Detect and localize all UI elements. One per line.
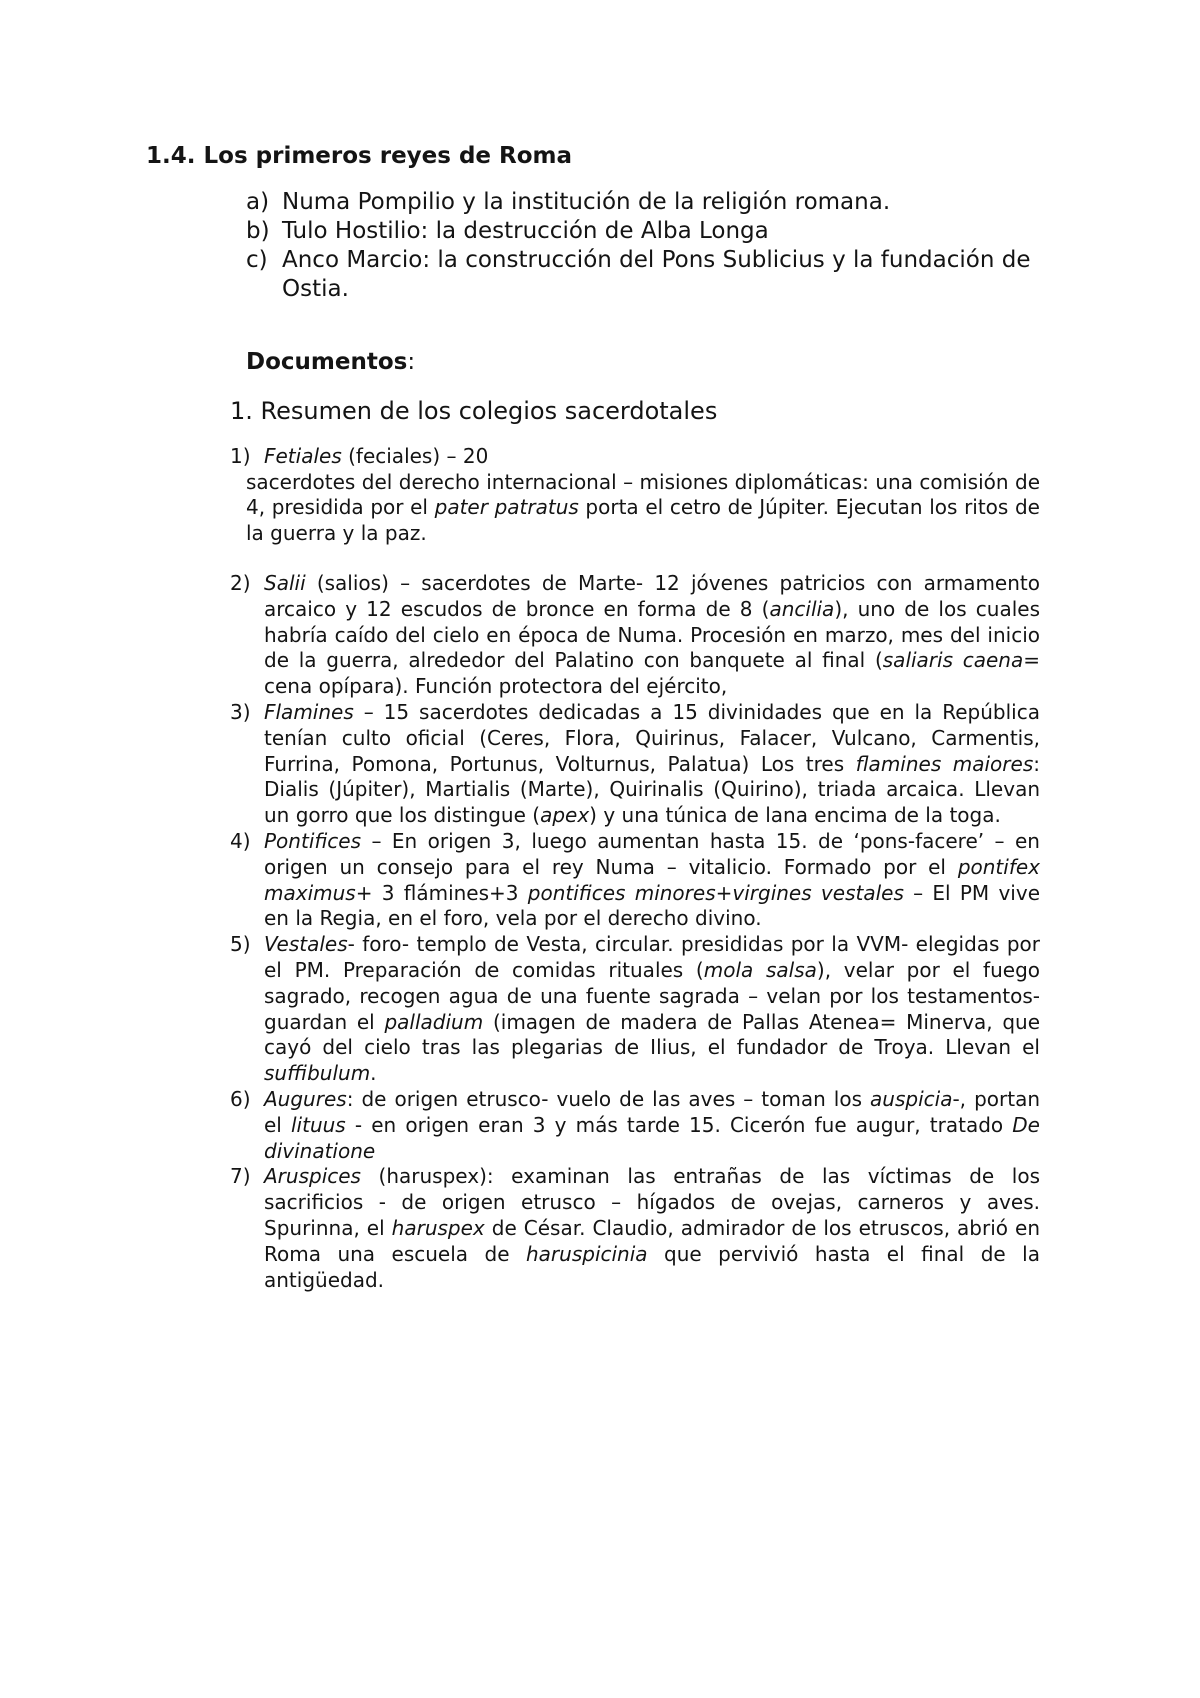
college-text: Aruspices (haruspex): examinan las entrañas de las víctimas de los sacrificios - de origen etrusco – hígados de ovejas, carneros y aves. Spurinna, el haruspex de César. Claudio, admirador de los etruscos, abrió en Roma una escuela de haruspicinia que pervivió hasta el final de la antigüedad. [264,1164,1040,1292]
topic-text: Tulo Hostilio: la destrucción de Alba Longa [282,218,769,244]
college-number: 1) [230,444,251,468]
college-text: Flamines – 15 sacerdotes dedicadas a 15 divinidades que en la República tenían culto oficial (Ceres, Flora, Quirinus, Falacer, Vulcano, Carmentis, Furrina, Pomona, Portunus, Volturnus, Palatua) Los tres flamines maiores: Dialis (Júpiter), Martialis (Marte), Quirinalis (Quirino), triada arcaica. Llevan un gorro que los distingue (apex) y una túnica de lana encima de la toga. [264,699,1040,828]
college-item [230,829,1040,932]
college-description: sacerdotes del derecho internacional – misiones diplomáticas: una comisión de 4, presidida por el pater patratus porta el cetro de Júpiter. Ejecutan los ritos de la guerra y la paz. [246,469,1040,545]
college-item [230,1164,1040,1293]
documents-heading-colon: : [407,349,416,375]
college-number: 5) [230,932,251,957]
section-title: 1.4. Los primeros reyes de Roma [146,143,573,169]
topic-marker: a) [246,189,270,215]
topic-marker: c) [246,247,268,273]
college-text: Salii (salios) – sacerdotes de Marte- 12 jóvenes patricios con armamento arcaico y 12 escudos de bronce en forma de 8 (ancilia), uno de los cuales habría caído del cielo en época de Numa. Procesión en marzo, mes del inicio de la guerra, alrededor del Palatino con banquete al final (saliaris caena= cena opípara). Función protectora del ejército, [264,571,1040,699]
college-number: 7) [230,1164,251,1189]
topic-marker: b) [246,218,270,244]
documents-heading-text: Documentos [246,349,408,375]
topic-item [246,188,1046,217]
college-item [230,1087,1040,1164]
college-item [230,932,1040,1087]
college-number: 2) [230,571,251,595]
documents-heading [246,346,415,378]
topic-text: Anco Marcio: la construcción del Pons Sublicius y la fundación de Ostia. [282,247,1031,302]
college-text: Augures: de origen etrusco- vuelo de las aves – toman los auspicia-, portan el lituus - en origen eran 3 y más tarde 15. Cicerón fue augur, tratado De divinatione [264,1086,1040,1163]
college-item-head [230,444,1040,470]
college-item [230,571,1040,700]
college-number: 6) [230,1086,251,1111]
topics-list [246,188,1046,304]
college-number: 4) [230,828,251,853]
topic-item [246,217,1046,246]
college-number: 3) [230,699,251,724]
college-item [230,700,1040,829]
college-text: Vestales- foro- templo de Vesta, circular. presididas por la VVM- elegidas por el PM. Preparación de comidas rituales (mola salsa), velar por el fuego sagrado, recogen agua de una fuente sagrada – velan por los testamentos- guardan el palladium (imagen de madera de Pallas Atenea= Minerva, que cayó del cielo tras las plegarias de Ilius, el fundador de Troya. Llevan el suffibulum. [264,932,1041,1086]
topic-text: Numa Pompilio y la institución de la religión romana. [282,189,891,215]
topic-item [246,246,1046,304]
college-text: Pontifices – En origen 3, luego aumentan hasta 15. de ‘pons-facere’ – en origen un consejo para el rey Numa – vitalicio. Formado por el pontifex maximus+ 3 flámines+3 pontifices minores+virgines vestales – El PM vive en la Regia, en el foro, vela por el derecho divino. [264,828,1040,931]
college-item-fetiales [230,444,1040,546]
college-title: Fetiales (feciales) – 20 [264,444,489,468]
colleges-list [230,571,1040,1293]
documents-subtitle: 1. Resumen de los colegios sacerdotales [230,397,718,425]
